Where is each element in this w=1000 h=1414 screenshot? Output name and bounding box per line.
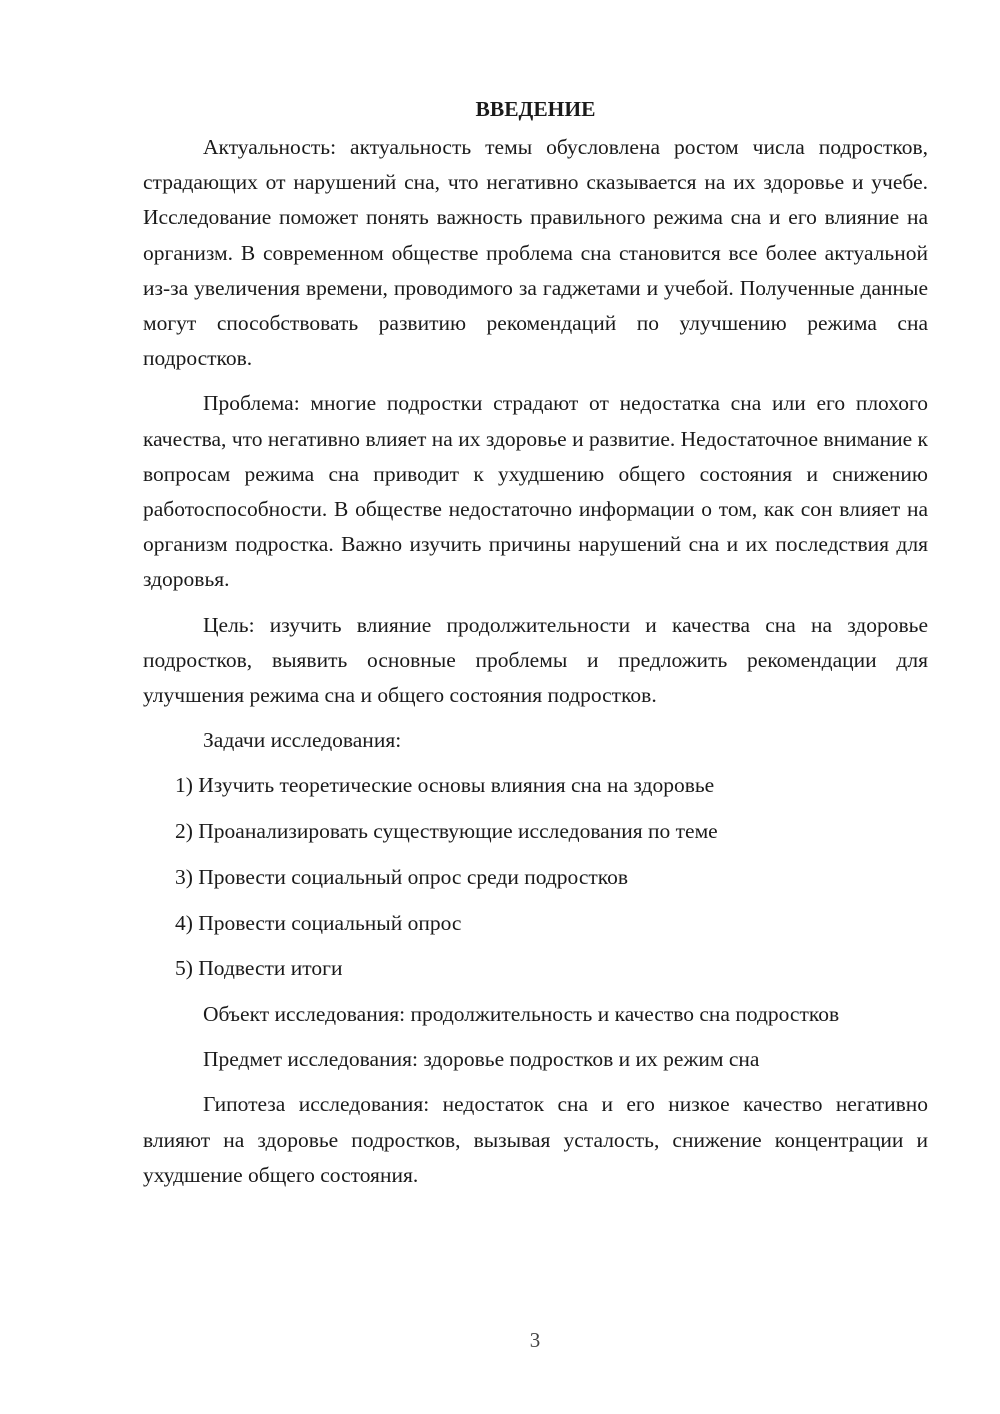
subject-paragraph: Предмет исследования: здоровье подростков и их режим сна — [203, 1047, 760, 1072]
task-item: 1) Изучить теоретические основы влияния сна на здоровье — [175, 773, 715, 798]
goal-paragraph: Цель: изучить влияние продолжительности и качества сна на здоровье подростков, выявить основные проблемы и предложить рекомендации для улучшения режима сна и общего состояния подростков. — [143, 612, 928, 708]
object-paragraph: Объект исследования: продолжительность и качество сна подростков — [203, 1001, 840, 1026]
task-item: 4) Провести социальный опрос — [175, 910, 462, 935]
problem-paragraph: Проблема: многие подростки страдают от недостатка сна или его плохого качества, что негативно влияет на их здоровье и развитие. Недостаточное внимание к вопросам режима сна приводит к ухудшению общего состояния и снижению работоспособности. В обществе недостаточно информации о том, как сон влияет на организм подростка. Важно изучить причины нарушений сна и их последствия для здоровья. — [143, 391, 928, 592]
task-item: 5) Подвести итоги — [175, 956, 343, 981]
document-title: ВВЕДЕНИЕ — [475, 97, 596, 121]
task-item: 2) Проанализировать существующие исследования по теме — [175, 819, 718, 844]
document-page — [143, 92, 928, 1203]
tasks-heading: Задачи исследования: — [203, 728, 402, 753]
relevance-paragraph: Актуальность: актуальность темы обусловлена ростом числа подростков, страдающих от нарушений сна, что негативно сказывается на их здоровье и учебе. Исследование поможет понять важность правильного режима сна и его влияние на организм. В современном обществе проблема сна становится все более актуальной из-за увеличения времени, проводимого за гаджетами и учебой. Полученные данные могут способствовать развитию рекомендаций по улучшению режима сна подростков. — [143, 135, 928, 371]
task-item: 3) Провести социальный опрос среди подростков — [175, 864, 629, 889]
page-number: 3 — [529, 1328, 541, 1352]
hypothesis-paragraph: Гипотеза исследования: недостаток сна и его низкое качество негативно влияют на здоровье подростков, вызывая усталость, снижение концентрации и ухудшение общего состояния. — [143, 1092, 928, 1187]
tasks-list — [143, 768, 928, 986]
